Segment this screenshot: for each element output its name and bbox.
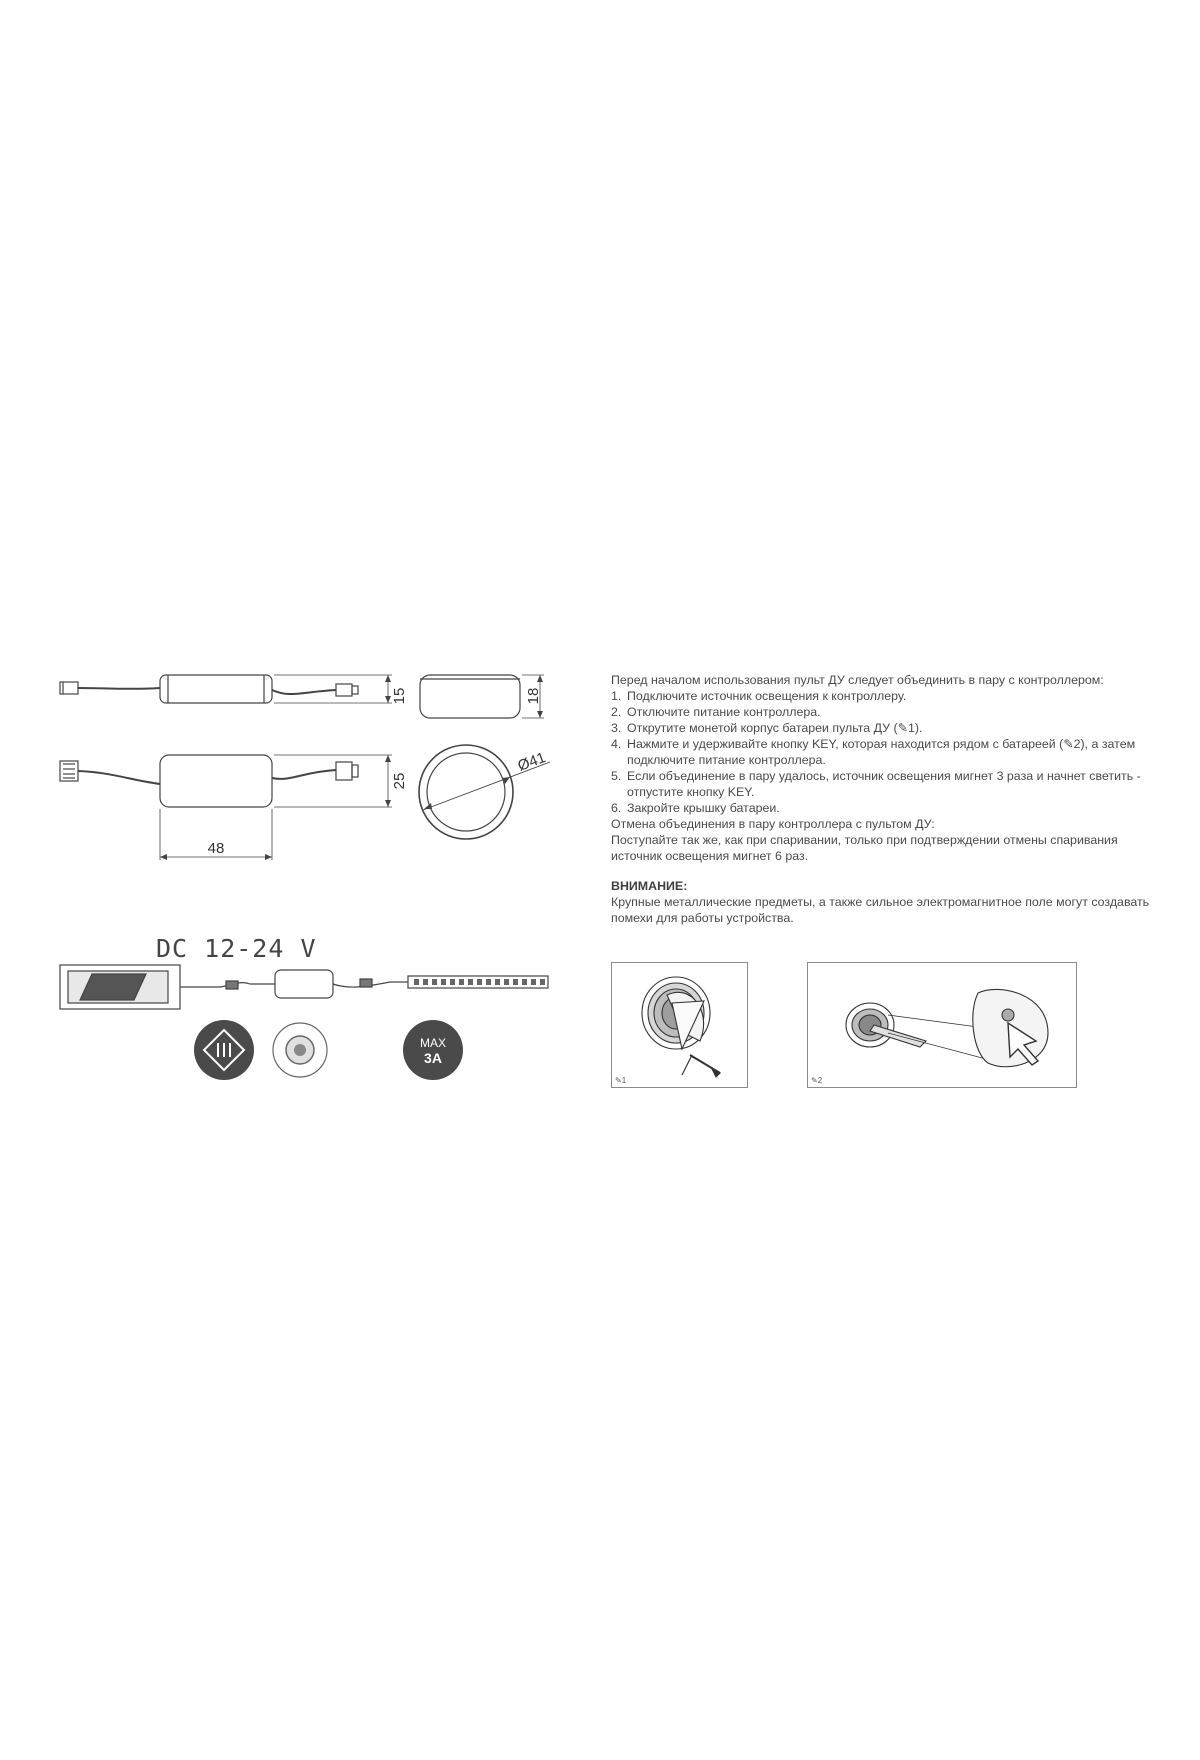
figure-1 <box>611 962 748 1088</box>
figure-2 <box>807 962 1077 1088</box>
step-number: 6. <box>611 801 622 815</box>
step-text: Если объединение в пару удалось, источник освещения мигнет 3 раза и начнет светить - отпустите кнопку KEY. <box>627 769 1141 799</box>
dim-label-diameter: Ø41 <box>515 749 549 775</box>
pairing-instructions <box>611 672 1171 926</box>
figure-1-label: ✎1 <box>615 1076 627 1085</box>
max-badge-line2: 3A <box>424 1050 442 1066</box>
wiring-diagram <box>50 960 570 1090</box>
controller-body-top <box>160 755 272 807</box>
figure-2-label: ✎2 <box>811 1076 823 1085</box>
cancel-pairing-title: Отмена объединения в пару контроллера с пультом ДУ: <box>611 817 935 831</box>
instruction-step <box>611 800 1171 816</box>
step-number: 5. <box>611 769 622 783</box>
instruction-step <box>611 768 1171 800</box>
instruction-step <box>611 720 1171 736</box>
warning-text: Крупные металлические предметы, а также сильное электромагнитное поле могут создавать помехи для работы устройства. <box>611 895 1150 925</box>
instructions-intro: Перед началом использования пульт ДУ следует объединить в пару с контроллером: <box>611 673 1104 687</box>
dim-label-18: 18 <box>525 687 542 705</box>
controller-body-side <box>160 675 272 703</box>
dimension-drawings <box>50 660 570 880</box>
round-housing-top <box>419 745 513 839</box>
step-text: Открутите монетой корпус батареи пульта ДУ (✎1). <box>627 721 923 735</box>
dim-label-48: 48 <box>207 840 225 857</box>
voltage-label: DC 12-24 V <box>156 934 317 963</box>
class-iii-icon <box>194 1020 254 1080</box>
instruction-step <box>611 704 1171 720</box>
key-button-illustration <box>808 963 1076 1087</box>
max-badge-line1: MAX <box>419 1036 447 1050</box>
step-text: Подключите источник освещения к контроллеру. <box>627 689 907 703</box>
round-housing-side <box>420 675 520 718</box>
battery-cover-illustration <box>612 963 747 1087</box>
step-number: 4. <box>611 737 622 751</box>
cancel-pairing-text: Поступайте так же, как при спаривании, только при подтверждении отмены спаривания источник освещения мигнет 6 раз. <box>611 833 1118 863</box>
instruction-step <box>611 688 1171 704</box>
step-text: Нажмите и удерживайте кнопку KEY, которая находится рядом с батареей (✎2), а затем подключите питание контроллера. <box>627 737 1136 767</box>
step-text: Закройте крышку батареи. <box>627 801 780 815</box>
instruction-step <box>611 736 1171 768</box>
sensor-icon <box>273 1023 327 1077</box>
max-current-icon <box>403 1020 463 1080</box>
warning-title: ВНИМАНИЕ: <box>611 879 688 893</box>
step-number: 1. <box>611 689 622 703</box>
dim-label-15: 15 <box>391 687 408 705</box>
instructions-steps <box>611 688 1171 816</box>
dim-label-25: 25 <box>391 772 408 790</box>
step-text: Отключите питание контроллера. <box>627 705 821 719</box>
step-number: 2. <box>611 705 622 719</box>
led-strip-dots <box>414 979 545 985</box>
step-number: 3. <box>611 721 622 735</box>
controller-unit <box>275 970 333 998</box>
